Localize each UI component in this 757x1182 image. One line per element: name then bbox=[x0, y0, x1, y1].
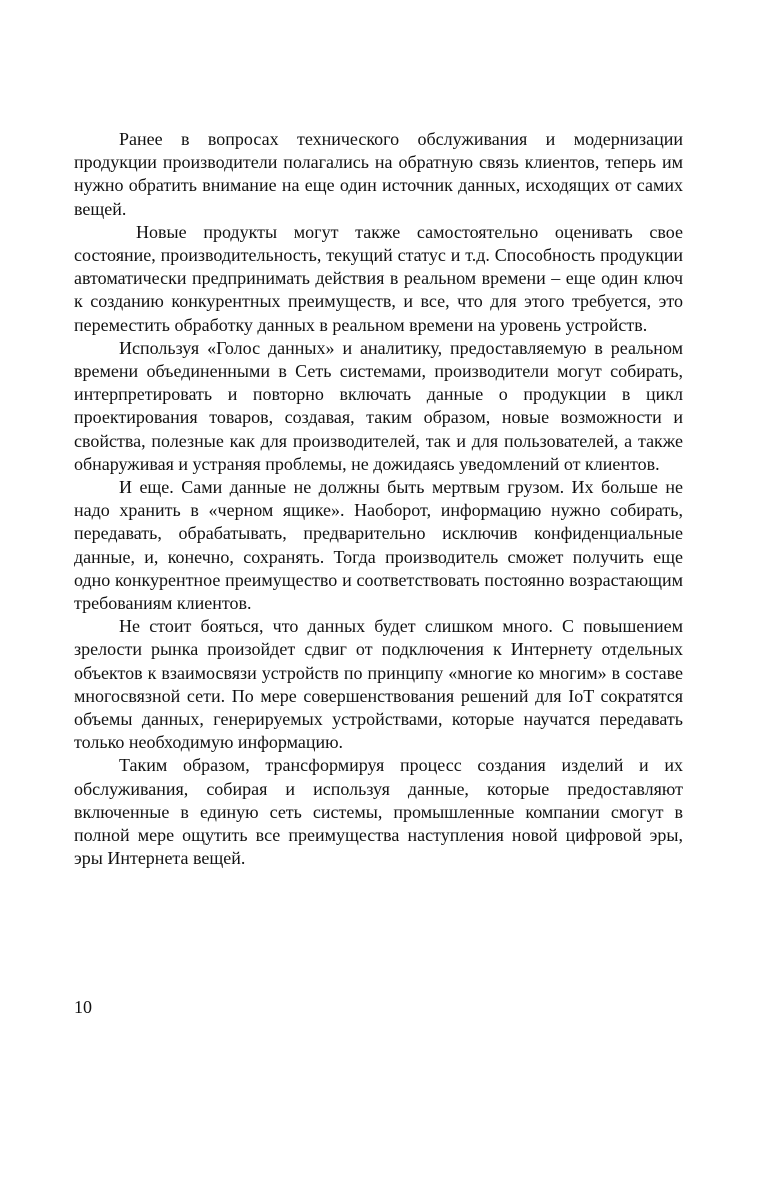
page-number: 10 bbox=[74, 997, 92, 1017]
paragraph-self-assessment: Новые продукты могут также самостоятельно оценивать свое состояние, производительность, текущий статус и т.д. Способность продукции автоматически предпринимать действия в реальном времени – еще один ключ к созданию конкурентных преимуществ, и все, что для этого требуется, это переместить обработку данных в реальном времени на уровень устройств. bbox=[74, 221, 683, 335]
paragraph-conclusion: Таким образом, трансформируя процесс создания изделий и их обслуживания, собирая и используя данные, которые предоставляют включенные в единую сеть системы, промышленные компании смогут в полной мере ощутить все преимущества наступления новой цифровой эры, эры Интернета вещей. bbox=[74, 755, 683, 869]
paragraph-maintenance-feedback: Ранее в вопросах технического обслуживания и модернизации продукции производители полагались на обратную связь клиентов, теперь им нужно обратить внимание на еще один источник данных, исходящих от самих вещей. bbox=[74, 129, 683, 219]
paragraph-data-volume: Не стоит бояться, что данных будет слишком много. С повышением зрелости рынка произойдет сдвиг от подключения к Интернету отдельных объектов к взаимосвязи устройств по принципу «многие ко многим» в составе многосвязной сети. По мере совершенствования решений для IoT сократятся объемы данных, генерируемых устройствами, которые научатся передавать только необходимую информацию. bbox=[74, 616, 683, 753]
page-body bbox=[74, 128, 683, 871]
paragraph-voice-of-data: Используя «Голос данных» и аналитику, предоставляемую в реальном времени объединенными в Сеть системами, производители могут собирать, интерпретировать и повторно включать данные о продукции в цикл проектирования товаров, создавая, таким образом, новые возможности и свойства, полезные как для производителей, так и для пользователей, а также обнаруживая и устраняя проблемы, не дожидаясь уведомлений от клиентов. bbox=[74, 337, 683, 474]
paragraph-data-storage: И еще. Сами данные не должны быть мертвым грузом. Их больше не надо хранить в «черном ящике». Наоборот, информацию нужно собирать, передавать, обрабатывать, предварительно исключив конфиденциальные данные, и, конечно, сохранять. Тогда производитель сможет получить еще одно конкурентное преимущество и соответствовать постоянно возрастающим требованиям клиентов. bbox=[74, 477, 683, 614]
